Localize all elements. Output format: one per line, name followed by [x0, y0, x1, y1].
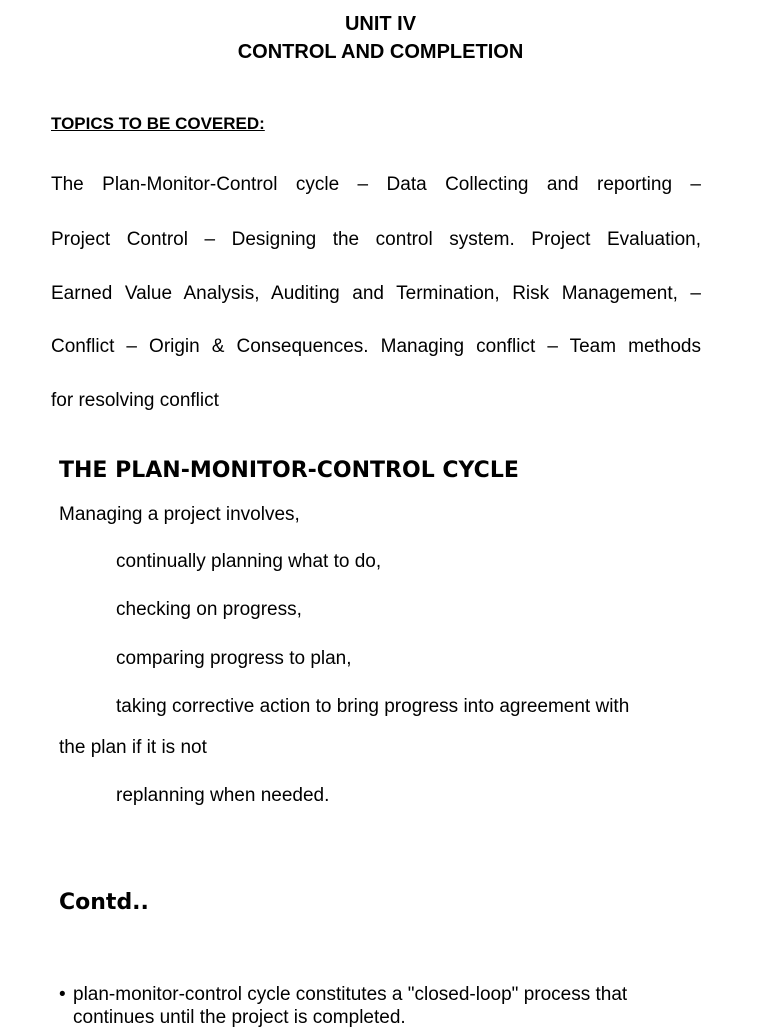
- list-item: checking on progress,: [116, 599, 302, 620]
- unit-title: UNIT IV: [344, 13, 417, 35]
- contd-heading: Contd..: [59, 890, 149, 915]
- topic-line: Conflict – Origin & Consequences. Managing conflict – Team methods: [51, 336, 701, 357]
- topic-line: Project Control – Designing the control system. Project Evaluation,: [51, 229, 701, 250]
- section-intro: Managing a project involves,: [59, 504, 300, 525]
- list-item: comparing progress to plan,: [116, 648, 352, 669]
- list-item: continually planning what to do,: [116, 551, 382, 572]
- list-item-continuation: the plan if it is not: [59, 737, 207, 758]
- list-item: replanning when needed.: [116, 785, 330, 806]
- topic-line: The Plan-Monitor-Control cycle – Data Collecting and reporting –: [51, 174, 701, 195]
- topic-line: for resolving conflict: [51, 390, 219, 411]
- bullet-continuation: continues until the project is completed.: [73, 1007, 406, 1028]
- list-item: taking corrective action to bring progress into agreement with: [116, 696, 630, 717]
- topics-heading: TOPICS TO BE COVERED:: [51, 114, 265, 133]
- topic-line: Earned Value Analysis, Auditing and Termination, Risk Management, –: [51, 283, 701, 304]
- bullet-text: plan-monitor-control cycle constitutes a "closed-loop" process that: [73, 984, 628, 1005]
- bullet-item: [59, 983, 627, 1007]
- document-title: CONTROL AND COMPLETION: [237, 41, 524, 63]
- section-heading: THE PLAN-MONITOR-CONTROL CYCLE: [59, 458, 519, 483]
- bullet-icon: •: [59, 984, 66, 1005]
